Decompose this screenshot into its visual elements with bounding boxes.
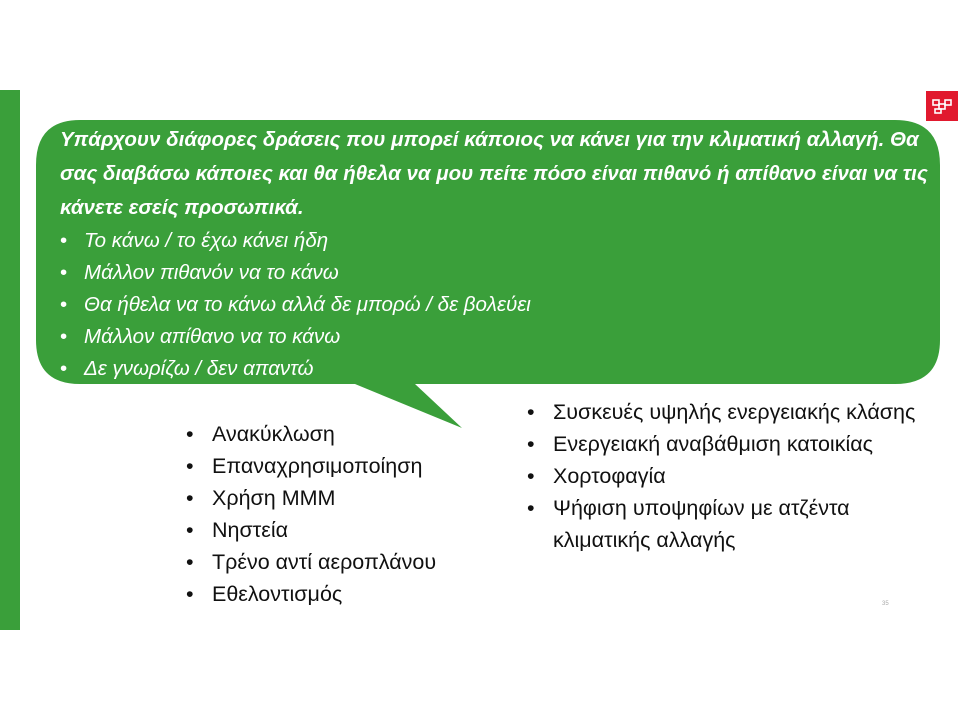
answer-option: • Μάλλον απίθανο να το κάνω	[60, 321, 930, 353]
list-item: • Ψήφιση υποψηφίων με ατζέντα κλιματικής αλλαγής	[527, 492, 927, 556]
bullet-icon: •	[186, 550, 194, 574]
bullet-icon: •	[60, 229, 68, 252]
list-item: • Ανακύκλωση	[186, 418, 506, 450]
bullet-icon: •	[60, 325, 68, 348]
bullet-icon: •	[186, 582, 194, 606]
bullet-icon: •	[527, 496, 535, 520]
list-item: • Χρήση ΜΜΜ	[186, 482, 506, 514]
list-item: • Τρένο αντί αεροπλάνου	[186, 546, 506, 578]
answer-option: • Μάλλον πιθανόν να το κάνω	[60, 257, 930, 289]
survey-question: Υπάρχουν διάφορες δράσεις που μπορεί κάποιος να κάνει για την κλιματική αλλαγή. Θα σας διαβάσω κάποιες και θα ήθελα να μου πείτε πόσο είναι πιθανό ή απίθανο είναι να τις κάνετε εσείς προσωπικά.	[60, 128, 928, 219]
list-item: • Ενεργειακή αναβάθμιση κατοικίας	[527, 428, 927, 460]
answer-option: • Το κάνω / το έχω κάνει ήδη	[60, 225, 930, 257]
list-item: • Επαναχρησιμοποίηση	[186, 450, 506, 482]
bullet-icon: •	[186, 518, 194, 542]
bullet-icon: •	[186, 422, 194, 446]
bubble-content	[60, 123, 930, 385]
bullet-icon: •	[60, 357, 68, 380]
answer-option: • Δε γνωρίζω / δεν απαντώ	[60, 353, 930, 385]
bullet-icon: •	[60, 261, 68, 284]
list-item: • Νηστεία	[186, 514, 506, 546]
page-number: 35	[882, 601, 889, 607]
bullet-icon: •	[60, 293, 68, 316]
list-item: • Συσκευές υψηλής ενεργειακής κλάσης	[527, 396, 927, 428]
bullet-icon: •	[527, 432, 535, 456]
list-item: • Εθελοντισμός	[186, 578, 506, 610]
actions-list-left	[186, 418, 506, 610]
bullet-icon: •	[186, 486, 194, 510]
actions-list-right	[527, 396, 927, 556]
bullet-icon: •	[186, 454, 194, 478]
answer-options	[60, 225, 930, 385]
bullet-icon: •	[527, 400, 535, 424]
answer-option: • Θα ήθελα να το κάνω αλλά δε μπορώ / δε βολεύει	[60, 289, 930, 321]
bullet-icon: •	[527, 464, 535, 488]
list-item: • Χορτοφαγία	[527, 460, 927, 492]
